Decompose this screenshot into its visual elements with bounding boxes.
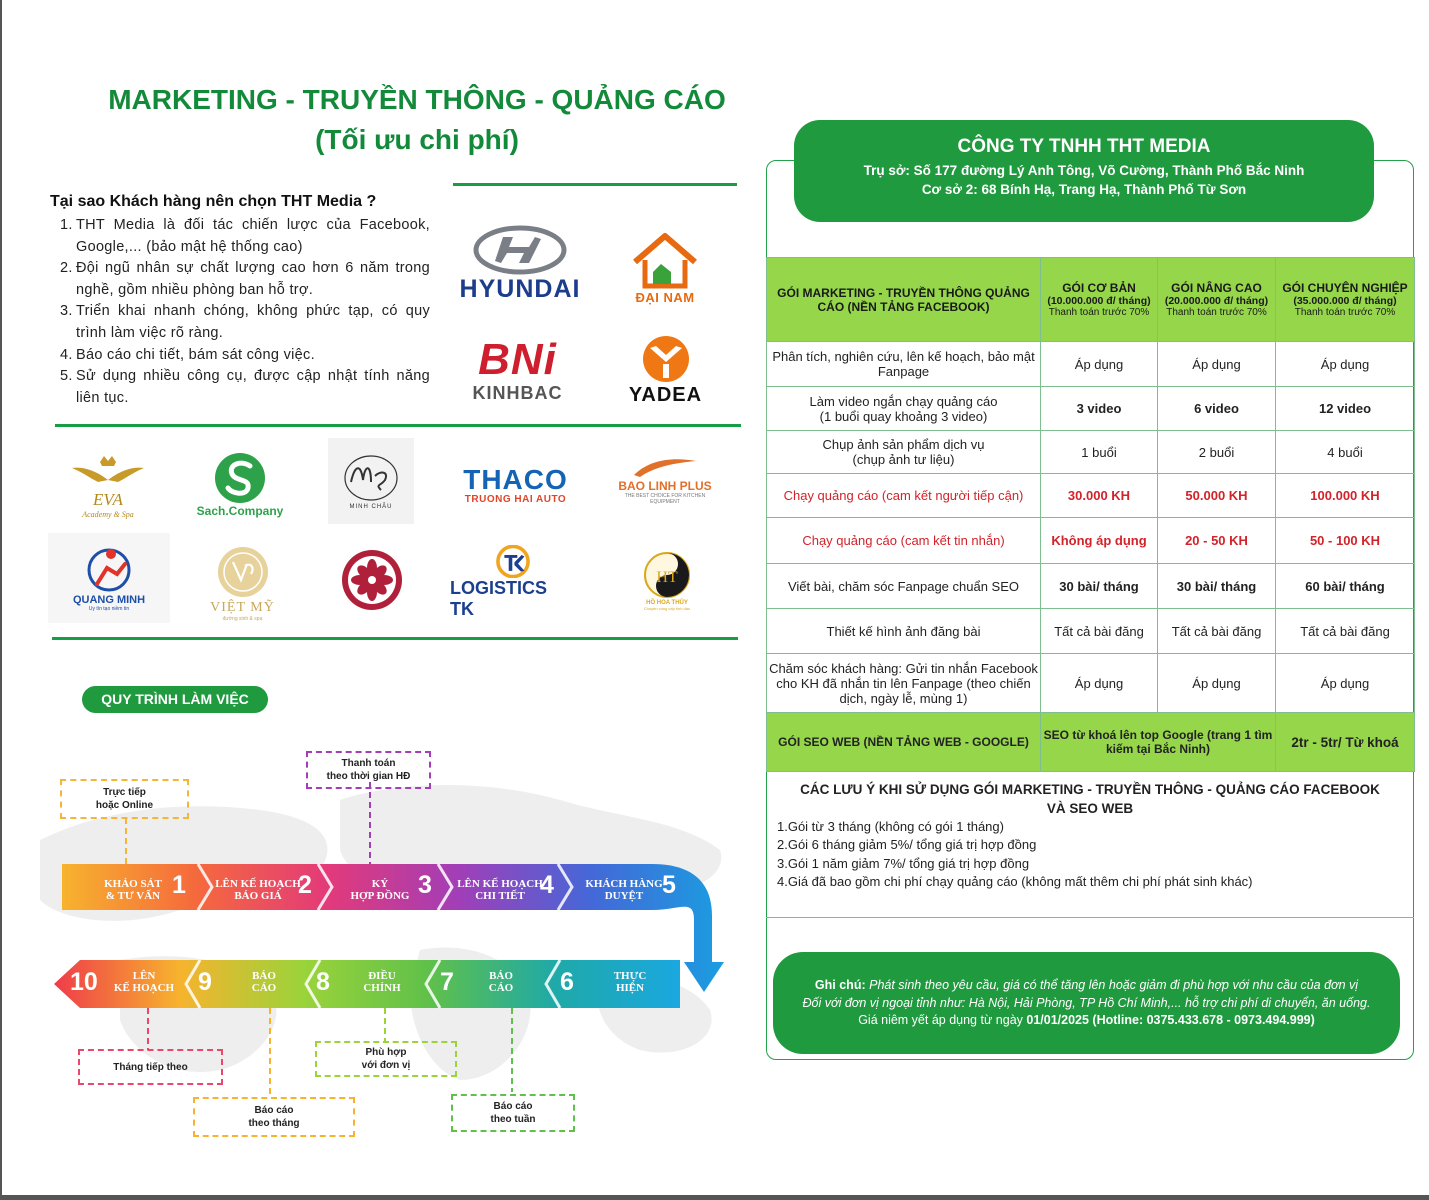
header-package-pro [1276, 258, 1415, 342]
company-address-1: Trụ sở: Số 177 đường Lý Anh Tông, Võ Cường, Thành Phố Bắc Ninh [863, 163, 1305, 178]
hyundai-emblem-icon [473, 225, 567, 275]
package-price: (10.000.000 đ/ tháng) [1047, 295, 1151, 307]
table-row [767, 609, 1415, 654]
step-3-label: KÝ HỢP ĐỒNG [350, 878, 410, 902]
row-value-pro: 60 bài/ tháng [1276, 564, 1415, 609]
logo-sach-text: Sach.Company [196, 504, 284, 518]
ghi-chu-box [773, 952, 1400, 1054]
row-value-pro: 50 - 100 KH [1276, 518, 1415, 564]
logo-ho-hoa-thuy [618, 540, 716, 620]
row-service: Thiết kế hình ảnh đăng bài [767, 609, 1041, 654]
row-value-pro: Tất cả bài đăng [1276, 609, 1415, 654]
step-5-label: KHÁCH HÀNG DUYỆT [585, 878, 663, 902]
why-item-text: Triển khai nhanh chóng, không phức tạp, có quy trình làm việc rõ ràng. [76, 303, 430, 341]
why-item [60, 301, 430, 344]
step-2-num: 2 [298, 871, 312, 899]
logo-quang-minh-sub: Uy tín tạo niềm tin [88, 606, 130, 612]
row-service: Chạy quảng cáo (cam kết tin nhắn) [767, 518, 1041, 564]
swoosh-icon [630, 455, 700, 479]
divider-middle [55, 424, 741, 427]
logo-sach-company [185, 445, 295, 525]
logo-eva-sub: Academy & Spa [82, 509, 134, 519]
table-row [767, 564, 1415, 609]
step-9-label: BÁO CÁO [251, 970, 277, 994]
step-8-num: 8 [316, 968, 330, 996]
monogram-icon [341, 452, 401, 504]
why-item-text: Sử dụng nhiều công cụ, được cập nhật tính năng liên tục. [76, 368, 430, 406]
ghi-chu-line-1 [773, 977, 1400, 995]
logo-eva-text: EVA [93, 489, 123, 509]
row-value-pro: Áp dụng [1276, 342, 1415, 387]
why-item [60, 258, 430, 301]
ghi-chu-line-3 [773, 1012, 1400, 1030]
step-1-label: KHẢO SÁT & TƯ VẤN [104, 878, 162, 902]
row-service: Phân tích, nghiên cứu, lên kế hoạch, bảo mật Fanpage [767, 342, 1041, 387]
page-subtitle: (Tối ưu chi phí) [315, 124, 519, 155]
logo-bao-linh-sub: THE BEST CHOICE FOR KITCHEN EQUIPMENT [624, 493, 706, 505]
row-value-basic: 30.000 KH [1041, 474, 1158, 518]
row-service: Làm video ngắn chạy quảng cáo (1 buổi quay khoảng 3 video) [767, 387, 1041, 431]
company-header [794, 120, 1374, 222]
logo-thaco-sub: TRUONG HAI AUTO [464, 493, 567, 505]
world-map-background [40, 785, 721, 1080]
ghi-chu-label: Ghi chú: [814, 978, 866, 992]
row-value-advanced: 30 bài/ tháng [1158, 564, 1276, 609]
logo-minh-chau [328, 438, 414, 524]
logo-thaco [448, 455, 583, 515]
company-address-2: Cơ sở 2: 68 Bính Hạ, Trang Hạ, Thành Phố Từ Sơn [921, 182, 1247, 197]
logo-bao-linh-plus [615, 445, 715, 515]
logo-minh-chau-text: MINH CHÂU [349, 504, 393, 510]
logo-bni-text: BNi [478, 334, 557, 384]
process-title: QUY TRÌNH LÀM VIỆC [82, 686, 268, 713]
step-10-label: LÊN KẾ HOẠCH [113, 970, 175, 994]
why-item-text: THT Media là đối tác chiến lược của Facebook, Google,... (bảo mật hệ thống cao) [76, 217, 430, 255]
seo-service: GÓI SEO WEB (NỀN TẢNG WEB - GOOGLE) [767, 713, 1041, 772]
svg-text:HT: HT [656, 568, 678, 586]
notes-separator [766, 917, 1414, 918]
step-5-num: 5 [662, 871, 676, 899]
yadea-emblem-icon [638, 334, 694, 384]
table-row [767, 654, 1415, 713]
note-monthly: Báo cáo theo tháng [193, 1097, 355, 1137]
why-item-num: 3. [60, 303, 73, 320]
row-value-basic: Áp dụng [1041, 342, 1158, 387]
row-service: Chạy quảng cáo (cam kết người tiếp cận) [767, 474, 1041, 518]
ghi-chu-text-1: Phát sinh theo yêu cầu, giá có thể tăng lên hoặc giảm đi phù hợp với nhu cầu của đơn vị [869, 978, 1359, 992]
row-value-pro: 100.000 KH [1276, 474, 1415, 518]
logo-hyundai-text: HYUNDAI [459, 274, 581, 303]
yin-yang-icon [642, 550, 692, 600]
note-item: 4.Giá đã bao gồm chi phí chạy quảng cáo (không mất thêm chi phí phát sinh khác) [777, 873, 1253, 889]
table-row [767, 518, 1415, 564]
table-row [767, 387, 1415, 431]
why-item-text: Đội ngũ nhân sự chất lượng cao hơn 6 năm trong nghề, gồm nhiều phòng ban hỗ trợ. [76, 260, 430, 298]
row-value-advanced: 2 buổi [1158, 431, 1276, 474]
row-service: Chụp ảnh sản phẩm dịch vụ (chụp ảnh tư liệu) [767, 431, 1041, 474]
ghi-chu-text-3: Giá niêm yết áp dụng từ ngày [858, 1013, 1023, 1027]
table-row [767, 431, 1415, 474]
ghi-chu-text-2: Đối với đơn vị ngoại tỉnh như: Hà Nội, Hải Phòng, TP Hồ Chí Minh,... hỗ trợ chi phí di chuyển, ăn uống. [802, 995, 1371, 1010]
row-value-advanced: Áp dụng [1158, 654, 1276, 713]
logo-flower [330, 540, 414, 620]
package-payment: Thanh toán trước 70% [1294, 307, 1396, 318]
logo-eva [58, 445, 158, 525]
house-icon [631, 232, 699, 290]
notes-title: CÁC LƯU Ý KHI SỬ DỤNG GÓI MARKETING - TRUYỀN THÔNG - QUẢNG CÁO FACEBOOK VÀ SEO WEB [800, 782, 1380, 816]
logo-logistics-tk [450, 545, 575, 620]
pricing-table [766, 257, 1415, 772]
logo-thaco-text: THACO [463, 463, 568, 495]
row-value-pro: 12 video [1276, 387, 1415, 431]
logo-logistics-text: LOGISTICS TK [450, 578, 548, 619]
logo-kinhbac-text: KINHBAC [472, 382, 563, 403]
note-direct: Trực tiếp hoặc Online [60, 779, 189, 819]
divider-bottom [52, 637, 738, 640]
package-payment: Thanh toán trước 70% [1048, 307, 1150, 318]
seo-row [767, 713, 1415, 772]
why-item-text: Báo cáo chi tiết, bám sát công việc. [76, 346, 315, 363]
step-7-label: BÁO CÁO [488, 970, 514, 994]
step-8-label: ĐIỀU CHỈNH [363, 970, 401, 994]
row-value-advanced: 6 video [1158, 387, 1276, 431]
table-row [767, 474, 1415, 518]
seo-description: SEO từ khoá lên top Google (trang 1 tìm kiếm tại Bắc Ninh) [1041, 713, 1276, 772]
company-name: CÔNG TY TNHH THT MEDIA [957, 136, 1211, 157]
runner-globe-icon [81, 544, 137, 594]
divider-top [453, 183, 737, 186]
why-item [60, 345, 430, 367]
row-value-basic: 1 buổi [1041, 431, 1158, 474]
package-price: (20.000.000 đ/ tháng) [1164, 295, 1269, 307]
step-3-num: 3 [418, 871, 432, 899]
row-value-advanced: Tất cả bài đăng [1158, 609, 1276, 654]
logo-ho-hoa-sub: Chuyên cung cấp tinh dầu [643, 605, 691, 611]
why-list [60, 215, 430, 409]
row-value-basic: Không áp dụng [1041, 518, 1158, 564]
note-item: 2.Gói 6 tháng giảm 5%/ tổng giá trị hợp đồng [777, 837, 1037, 853]
logo-viet-my-sub: đường sinh & spa [222, 615, 263, 622]
why-item [60, 215, 430, 258]
logo-yadea [618, 330, 713, 410]
note-suitable: Phù hợp với đơn vị [315, 1041, 457, 1077]
package-name: GÓI NÂNG CAO [1171, 281, 1262, 295]
logo-hyundai [455, 222, 585, 306]
row-value-advanced: Áp dụng [1158, 342, 1276, 387]
why-item [60, 366, 430, 409]
tk-emblem-icon [489, 545, 537, 578]
pricing-header-row [767, 258, 1415, 342]
logo-dainam-text: ĐẠI NAM [635, 289, 695, 305]
page-title: MARKETING - TRUYỀN THÔNG - QUẢNG CÁO [108, 84, 726, 115]
vm-circle-icon [215, 544, 271, 600]
logo-quang-minh-text: QUANG MINH [72, 594, 146, 606]
logo-quang-minh [48, 533, 170, 623]
logo-bni [455, 330, 580, 410]
note-item: 3.Gói 1 năm giảm 7%/ tổng giá trị hợp đồng [777, 855, 1030, 871]
note-item: 1.Gói từ 3 tháng (không có gói 1 tháng) [777, 819, 1004, 834]
why-title: Tại sao Khách hàng nên chọn THT Media ? [50, 193, 377, 210]
notes-list [777, 818, 1253, 891]
header-package-advanced [1158, 258, 1276, 342]
row-value-advanced: 20 - 50 KH [1158, 518, 1276, 564]
ghi-chu-line-2 [773, 995, 1400, 1013]
step-2-label: LÊN KẾ HOẠCH BÁO GIÁ [215, 878, 301, 902]
why-item-num: 1. [60, 217, 73, 233]
step-4-label: LÊN KẾ HOẠCH CHI TIẾT [457, 878, 543, 902]
row-value-advanced: 50.000 KH [1158, 474, 1276, 518]
row-value-basic: Tất cả bài đăng [1041, 609, 1158, 654]
row-value-pro: Áp dụng [1276, 654, 1415, 713]
package-name: GÓI CHUYÊN NGHIỆP [1282, 281, 1408, 295]
note-payment: Thanh toán theo thời gian HĐ [306, 751, 431, 789]
logo-yadea-text: YADEA [628, 383, 703, 406]
step-6-num: 6 [560, 968, 574, 996]
logo-dainam [615, 226, 715, 310]
table-row [767, 342, 1415, 387]
wings-crown-icon [68, 452, 148, 490]
row-value-basic: Áp dụng [1041, 654, 1158, 713]
step-6-label: THỰC HIỆN [613, 970, 647, 994]
step-4-num: 4 [540, 871, 554, 899]
logo-viet-my [185, 535, 300, 630]
why-item-num: 5. [60, 368, 73, 385]
logo-bao-linh-text: BAO LINH PLUS [618, 479, 712, 493]
note-weekly: Báo cáo theo tuần [451, 1094, 575, 1132]
ghi-chu-hotline: 01/01/2025 (Hotline: 0375.433.678 - 0973.494.999) [1026, 1013, 1315, 1027]
row-service: Viết bài, chăm sóc Fanpage chuẩn SEO [767, 564, 1041, 609]
seo-price: 2tr - 5tr/ Từ khoá [1276, 713, 1415, 772]
step-7-num: 7 [440, 968, 454, 996]
why-item-num: 2. [60, 260, 73, 277]
s-circle-icon [214, 452, 266, 504]
row-service: Chăm sóc khách hàng: Gửi tin nhắn Facebook cho KH đã nhắn tin lên Fanpage (theo chiến dịch, ngày lễ, mùng 1) [767, 654, 1041, 713]
row-value-pro: 4 buổi [1276, 431, 1415, 474]
header-service: GÓI MARKETING - TRUYỀN THÔNG QUẢNG CÁO (NỀN TẢNG FACEBOOK) [767, 258, 1041, 342]
row-value-basic: 3 video [1041, 387, 1158, 431]
package-price: (35.000.000 đ/ tháng) [1293, 295, 1397, 307]
header-package-basic [1041, 258, 1158, 342]
flower-emblem-icon [340, 548, 404, 612]
step-1-num: 1 [172, 871, 186, 899]
package-payment: Thanh toán trước 70% [1166, 307, 1267, 318]
package-name: GÓI CƠ BẢN [1062, 281, 1136, 295]
why-item-num: 4. [60, 346, 73, 363]
logo-viet-my-text: VIỆT MỸ [210, 599, 275, 615]
logo-ho-hoa-text: HỒ HOA THỦY [646, 599, 688, 606]
step-10-num: 10 [70, 968, 98, 996]
step-9-num: 9 [198, 968, 212, 996]
row-value-basic: 30 bài/ tháng [1041, 564, 1158, 609]
note-next-month: Tháng tiếp theo [78, 1049, 223, 1085]
